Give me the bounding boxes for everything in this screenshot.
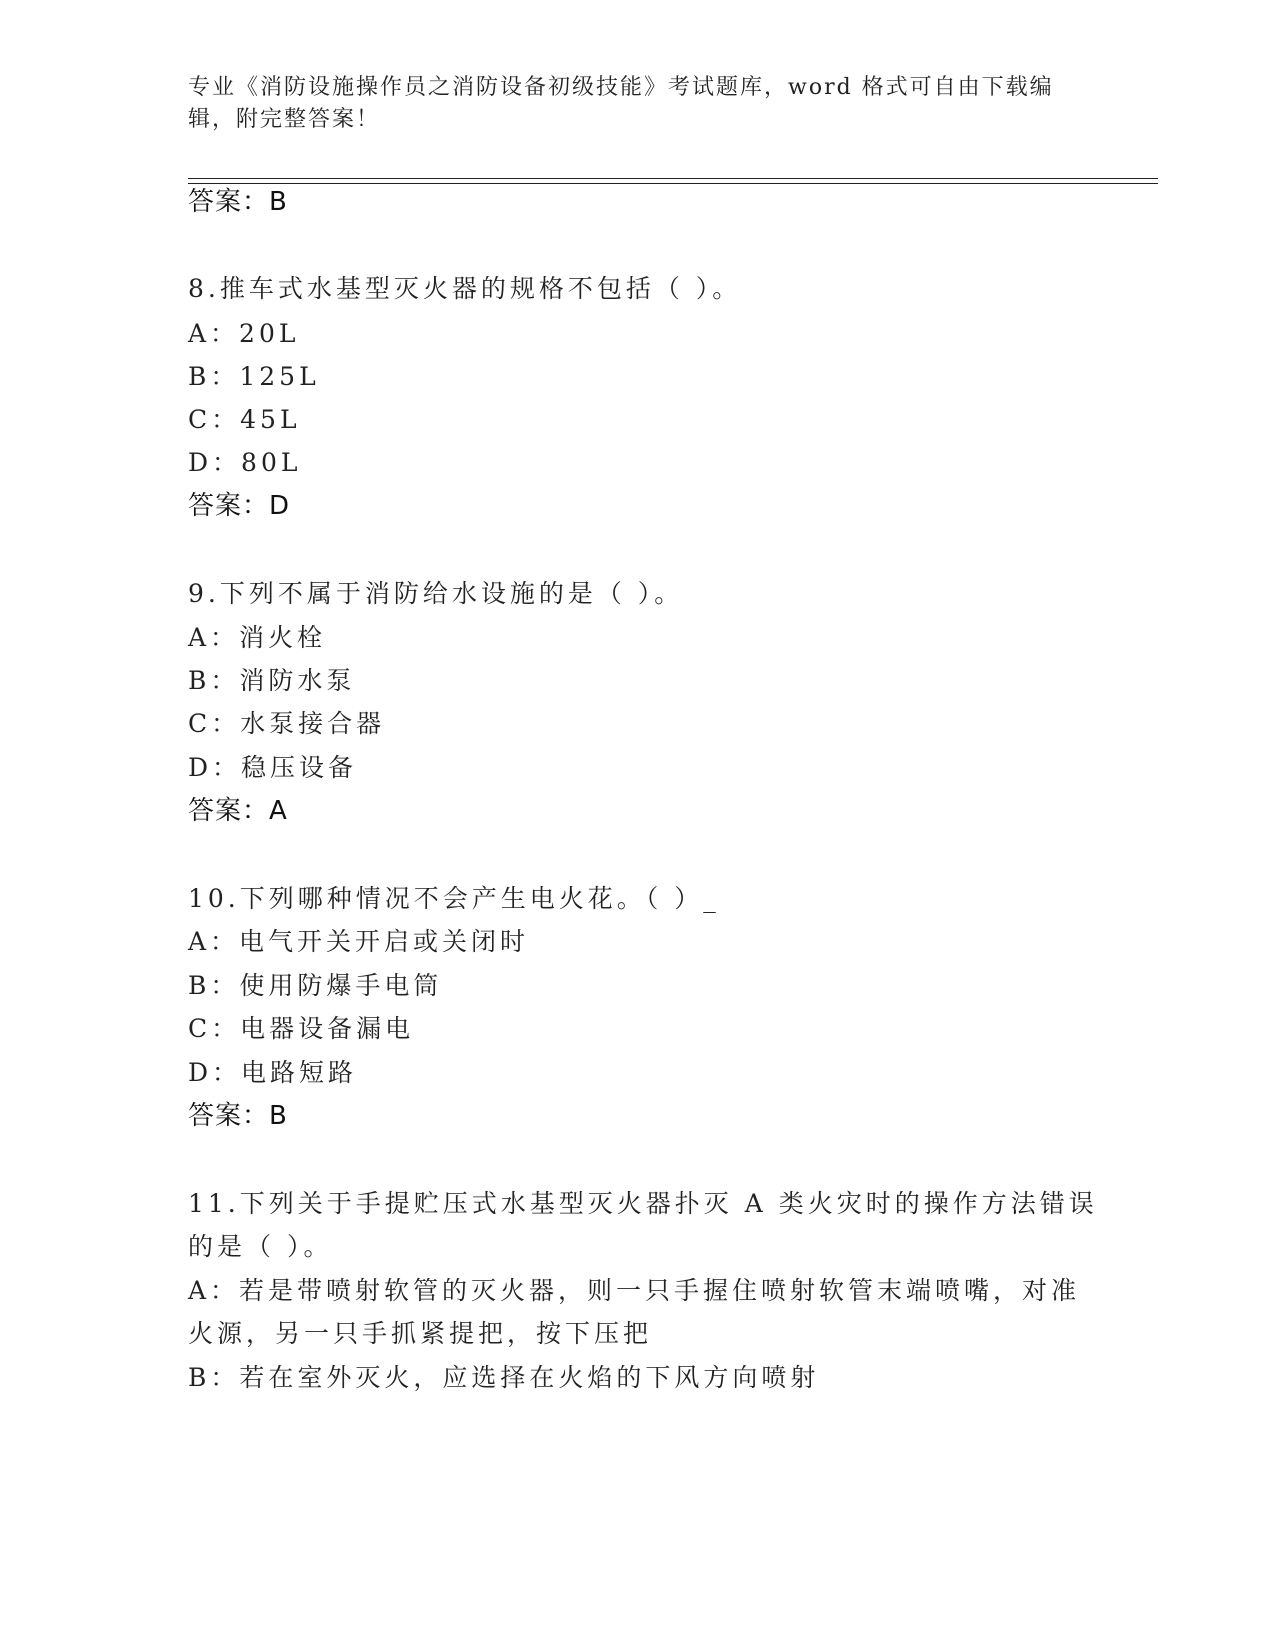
question-10-option-c: C：电器设备漏电 bbox=[188, 1014, 415, 1043]
question-10-option-d: D：电路短路 bbox=[188, 1058, 358, 1087]
question-8-option-b: B：125L bbox=[188, 362, 320, 391]
question-10-option-b: B：使用防爆手电筒 bbox=[188, 971, 443, 1000]
question-11-option-a-line1: A：若是带喷射软管的灭火器，则一只手握住喷射软管末端喷嘴，对准 bbox=[188, 1276, 1081, 1305]
question-11-stem-line1: 11.下列关于手提贮压式水基型灭火器扑灭 A 类火灾时的操作方法错误 bbox=[188, 1189, 1098, 1218]
answer-prev: 答案：B bbox=[188, 187, 288, 217]
question-9-option-a: A：消火栓 bbox=[188, 623, 327, 652]
question-11-stem-line2: 的是（ ）。 bbox=[188, 1232, 333, 1261]
question-8-stem: 8.推车式水基型灭火器的规格不包括（ ）。 bbox=[188, 274, 742, 303]
document-intro: 专业《消防设施操作员之消防设备初级技能》考试题库，word 格式可自由下载编辑，附完整答案！ bbox=[188, 75, 1054, 132]
question-10-answer: 答案：B bbox=[188, 1101, 288, 1131]
question-9-option-c: C：水泵接合器 bbox=[188, 709, 386, 738]
question-10-stem: 10.下列哪种情况不会产生电火花。（ ）_ bbox=[188, 884, 720, 913]
header-divider-top bbox=[188, 178, 1158, 179]
question-9-option-b: B：消防水泵 bbox=[188, 666, 356, 695]
question-8-option-c: C：45L bbox=[188, 405, 301, 434]
question-11-option-b: B：若在室外灭火，应选择在火焰的下风方向喷射 bbox=[188, 1363, 820, 1392]
question-10-option-a: A：电气开关开启或关闭时 bbox=[188, 927, 530, 956]
header-divider-bottom bbox=[188, 183, 1158, 184]
question-8-answer: 答案：D bbox=[188, 491, 291, 521]
question-8-option-a: A：20L bbox=[188, 319, 300, 348]
question-11-option-a-line2: 火源，另一只手抓紧提把，按下压把 bbox=[188, 1319, 653, 1348]
question-9-stem: 9.下列不属于消防给水设施的是（ ）。 bbox=[188, 579, 684, 608]
question-8-option-d: D：80L bbox=[188, 448, 302, 477]
question-9-answer: 答案：A bbox=[188, 796, 288, 826]
question-9-option-d: D：稳压设备 bbox=[188, 753, 358, 782]
